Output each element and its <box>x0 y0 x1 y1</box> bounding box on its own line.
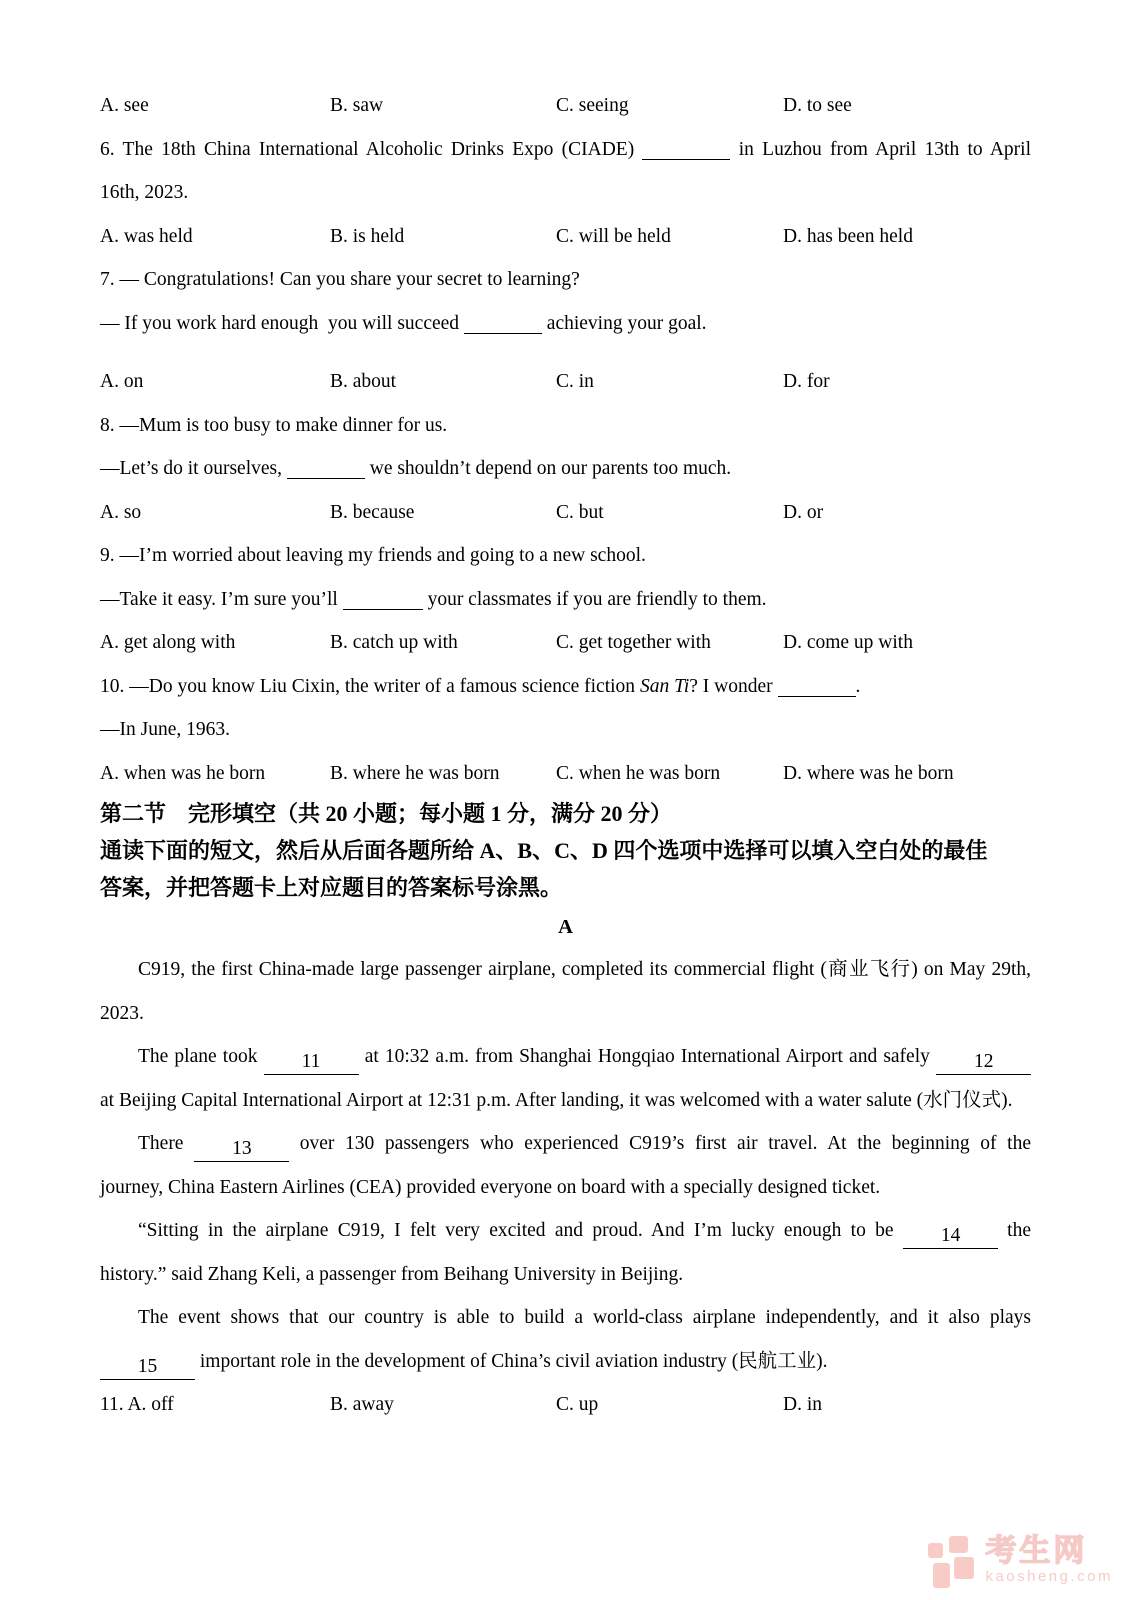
passage-p5-line-1: The event shows that our country is able to build a world-class airplane independently, and it also plays <box>138 1307 1031 1328</box>
option-item: C. up <box>556 1394 599 1415</box>
option-item: C. when he was born <box>556 762 721 784</box>
option-item: D. where was he born <box>783 762 954 784</box>
options-row-q8 <box>100 491 1031 535</box>
passage-p4-line-2: history.” said Zhang Keli, a passenger from Beihang University in Beijing. <box>100 1263 684 1285</box>
options-row-q6 <box>100 215 1031 259</box>
option-item: A. get along with <box>100 632 236 653</box>
section-2-heading: 第二节 完形填空（共 20 小题；每小题 1 分，满分 20 分） <box>100 801 673 826</box>
option-item: B. away <box>330 1394 394 1415</box>
q10-line-2: —In June, 1963. <box>100 719 230 740</box>
q9-line-2: —Take it easy. I’m sure you’ll your classmates if you are friendly to them. <box>100 588 767 610</box>
logo-block <box>949 1536 968 1553</box>
option-item: D. or <box>783 501 824 523</box>
passage-p1-line-2: 2023. <box>100 1002 144 1024</box>
numbered-blank: 13 <box>194 1137 289 1162</box>
fill-in-blank <box>343 595 423 610</box>
q8-line-1: 8. —Mum is too busy to make dinner for us. <box>100 414 448 436</box>
options-row-q9 <box>100 621 1031 665</box>
spacer <box>100 345 1031 360</box>
option-item: B. catch up with <box>330 632 458 653</box>
option-item: D. to see <box>783 95 852 116</box>
numbered-blank: 12 <box>936 1050 1031 1075</box>
option-item: B. saw <box>330 95 384 116</box>
q7-line-2: — If you work hard enough you will succeed achieving your goal. <box>100 312 707 334</box>
passage-p5-line-2: 15 important role in the development of China’s civil aviation industry (民航工业). <box>100 1340 1031 1384</box>
option-item: B. is held <box>330 225 405 247</box>
numbered-blank: 11 <box>264 1050 359 1075</box>
passage-p1-line-1: C919, the first China-made large passenger airplane, completed its commercial flight (商业飞行) on May 29th, <box>138 959 1031 980</box>
options-row-q7 <box>100 360 1031 404</box>
q6-line-2: 16th, 2023. <box>100 182 189 203</box>
option-item: B. because <box>330 501 415 523</box>
q9-line-1: 9. —I’m worried about leaving my friends and going to a new school. <box>100 545 646 566</box>
q6-line-1: 6. The 18th China International Alcoholic Drinks Expo (CIADE) in Luzhou from April 13th to April <box>100 138 1031 160</box>
watermark-site-domain: kaosheng.com <box>985 1568 1113 1585</box>
option-item: A. was held <box>100 225 193 247</box>
option-item: D. in <box>783 1394 822 1415</box>
fill-in-blank <box>287 464 365 479</box>
option-item: 11. A. off <box>100 1394 174 1415</box>
passage-label: A <box>558 916 573 938</box>
section-2-instructions-line-2: 答案，并把答题卡上对应题目的答案标号涂黑。 <box>100 875 563 900</box>
passage-p2-line-1: The plane took 11 at 10:32 a.m. from Shanghai Hongqiao International Airport and safely 12 <box>100 1035 1031 1079</box>
option-item: C. will be held <box>556 225 671 247</box>
option-item: A. when was he born <box>100 762 266 784</box>
option-item: B. about <box>330 371 397 392</box>
kaosheng-logo-icon <box>927 1536 975 1584</box>
fill-in-blank <box>778 682 856 697</box>
option-item: A. see <box>100 95 149 116</box>
q8-line-2: —Let’s do it ourselves, we shouldn’t depend on our parents too much. <box>100 458 732 479</box>
fill-in-blank <box>464 319 542 334</box>
passage-p3-line-2: journey, China Eastern Airlines (CEA) provided everyone on board with a specially designed ticket. <box>100 1176 881 1198</box>
numbered-blank: 15 <box>100 1355 195 1380</box>
option-item: B. where he was born <box>330 762 500 784</box>
option-item: C. in <box>556 371 594 392</box>
kaosheng-watermark <box>927 1535 1113 1584</box>
options-row-q10 <box>100 752 1031 796</box>
logo-block <box>933 1563 950 1588</box>
options-row-q11 <box>100 1383 1031 1427</box>
watermark-site-name: 考生网 <box>985 1533 1088 1568</box>
passage-p3-line-1: There 13 over 130 passengers who experienced C919’s first air travel. At the beginning of the <box>100 1122 1031 1166</box>
q7-line-1: 7. — Congratulations! Can you share your secret to learning? <box>100 269 580 290</box>
logo-block <box>954 1557 974 1579</box>
option-item: A. so <box>100 501 142 523</box>
option-item: D. come up with <box>783 632 913 653</box>
option-item: C. but <box>556 501 604 523</box>
option-item: A. on <box>100 371 144 392</box>
exam-document-body <box>100 84 1031 1427</box>
section-2-instructions-line-1: 通读下面的短文，然后从后面各题所给 A、B、C、D 四个选项中选择可以填入空白处的最佳 <box>100 838 988 863</box>
option-item: D. for <box>783 371 830 392</box>
watermark-text <box>985 1535 1113 1584</box>
numbered-blank: 14 <box>903 1224 998 1249</box>
passage-p2-line-2: at Beijing Capital International Airport at 12:31 p.m. After landing, it was welcomed with a water salute (水门仪式). <box>100 1089 1013 1111</box>
option-item: D. has been held <box>783 225 913 247</box>
q10-line-1: 10. —Do you know Liu Cixin, the writer of a famous science fiction San Ti? I wonder . <box>100 675 861 697</box>
options-row-q5 <box>100 84 1031 128</box>
option-item: C. get together with <box>556 632 711 653</box>
italic-title-text: San Ti <box>639 675 690 697</box>
logo-block <box>928 1543 943 1558</box>
fill-in-blank <box>642 145 730 160</box>
option-item: C. seeing <box>556 95 629 116</box>
passage-p4-line-1: “Sitting in the airplane C919, I felt very excited and proud. And I’m lucky enough to be 14 the <box>100 1209 1031 1253</box>
